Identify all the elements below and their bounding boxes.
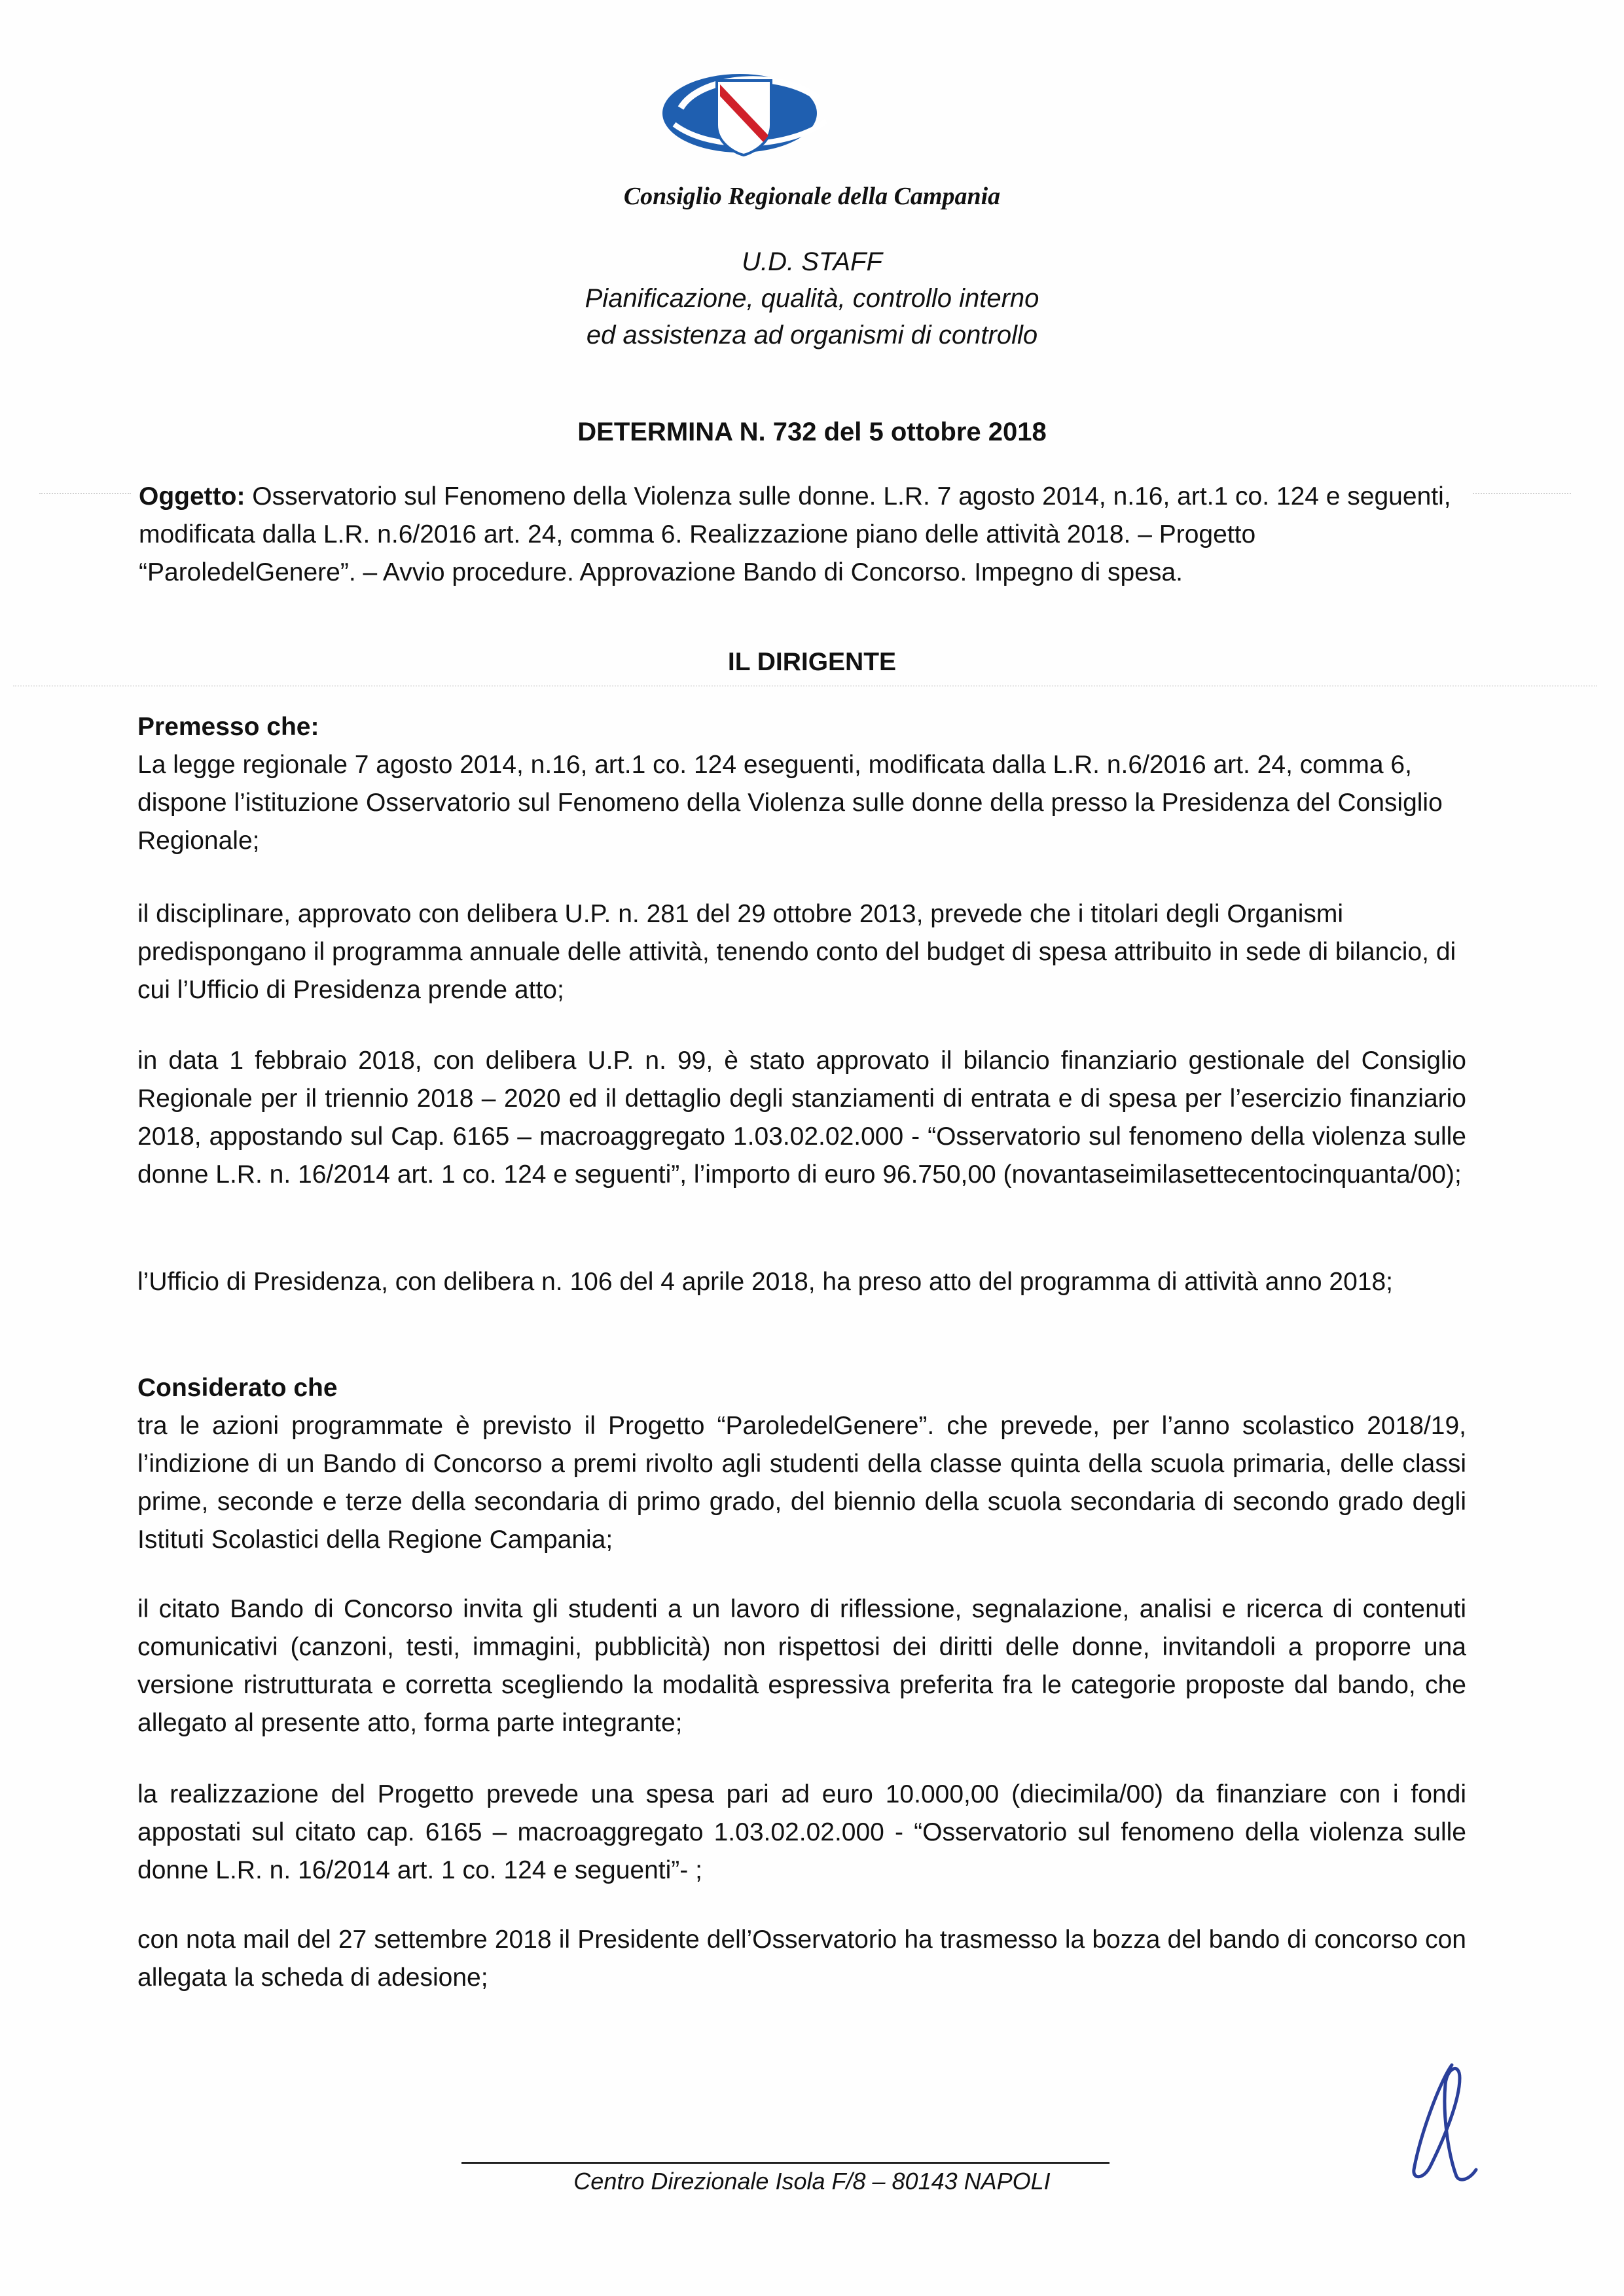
handwritten-initial-signature: [1394, 2055, 1486, 2186]
premesso-section: [137, 708, 1466, 860]
paragraph-7: la realizzazione del Progetto prevede una spesa pari ad euro 10.000,00 (diecimila/00) da finanziare con i fondi appostati sul citato cap. 6165 – macroaggregato 1.03.02.02.000 - “Osservatorio sul fenomeno della violenza sulle donne L.R. n. 16/2014 art. 1 co. 124 e seguenti”- ;: [137, 1780, 1466, 1884]
paragraph-6: il citato Bando di Concorso invita gli studenti a un lavoro di riflessione, segnalazione, analisi e ricerca di contenuti comunicativi (canzoni, testi, immagini, pubblicità) non rispettosi dei diritti delle donne, invitandoli a proporre una versione ristrutturata e corretta scegliendo la modalità espressiva preferita fra le categorie proposte dal bando, che allegato al presente atto, forma parte integrante;: [137, 1595, 1466, 1737]
footer-address: Centro Direzionale Isola F/8 – 80143 NAPOLI: [573, 2168, 1051, 2195]
scan-artifact-line: [1473, 493, 1571, 494]
paragraph-1: La legge regionale 7 agosto 2014, n.16, art.1 co. 124 eseguenti, modificata dalla L.R. n.6/2016 art. 24, comma 6, dispone l’istituzione Osservatorio sul Fenomeno della Violenza sulle donne della presso la Presidenza del Consiglio Regionale;: [137, 751, 1443, 855]
paragraph-5: tra le azioni programmate è previsto il Progetto “ParoledelGenere”. che prevede, per l’anno scolastico 2018/19, l’indizione di un Bando di Concorso a premi rivolto agli studenti della classe quinta della scuola primaria, delle classi prime, seconde e terze della secondaria di primo grado, del biennio della scuola secondaria di secondo grado degli Istituti Scolastici della Regione Campania;: [137, 1412, 1466, 1554]
considerato-section: [137, 1369, 1466, 1559]
determina-title: DETERMINA N. 732 del 5 ottobre 2018: [577, 418, 1047, 446]
footer-divider: [461, 2162, 1110, 2164]
regione-campania-logo: [655, 62, 844, 160]
paragraph-8: con nota mail del 27 settembre 2018 il Presidente dell’Osservatorio ha trasmesso la bozza del bando di concorso con allegata la scheda di adesione;: [137, 1926, 1466, 1992]
scan-artifact-line: [39, 493, 131, 494]
unit-line-1: Pianificazione, qualità, controllo interno: [585, 284, 1039, 313]
paragraph-2: il disciplinare, approvato con delibera U.P. n. 281 del 29 ottobre 2013, prevede che i titolari degli Organismi predispongano il programma annuale delle attività, tenendo conto del budget di spesa attribuito in sede di bilancio, di cui l’Ufficio di Presidenza prende atto;: [137, 900, 1456, 1004]
unit-header: [0, 243, 1624, 353]
paragraph-4: l’Ufficio di Presidenza, con delibera n. 106 del 4 aprile 2018, ha preso atto del programma di attività anno 2018;: [137, 1268, 1393, 1296]
scan-artifact-line: [13, 685, 1597, 687]
subject-paragraph: [139, 478, 1468, 592]
premesso-heading: Premesso che:: [137, 713, 319, 741]
subject-text: Osservatorio sul Fenomeno della Violenza sulle donne. L.R. 7 agosto 2014, n.16, art.1 co. 124 e seguenti, modificata dalla L.R. n.6/2016 art. 24, comma 6. Realizzazione piano delle attività 2018. – Progetto “ParoledelGenere”. – Avvio procedure. Approvazione Bando di Concorso. Impegno di spesa.: [139, 482, 1451, 586]
section-heading-dirigente: IL DIRIGENTE: [727, 648, 897, 676]
unit-line-2: ed assistenza ad organismi di controllo: [586, 321, 1038, 350]
considerato-heading: Considerato che: [137, 1374, 338, 1402]
unit-title: U.D. STAFF: [742, 247, 882, 276]
subject-label: Oggetto:: [139, 482, 245, 511]
organization-name: Consiglio Regionale della Campania: [623, 183, 1001, 210]
paragraph-3: in data 1 febbraio 2018, con delibera U.P. n. 99, è stato approvato il bilancio finanziario gestionale del Consiglio Regionale per il triennio 2018 – 2020 ed il dettaglio degli stanziamenti di entrata e di spesa per l’esercizio finanziario 2018, appostando sul Cap. 6165 – macroaggregato 1.03.02.02.000 - “Osservatorio sul fenomeno della violenza sulle donne L.R. n. 16/2014 art. 1 co. 124 e seguenti”, l’importo di euro 96.750,00 (novantaseimilasettecentocinquanta/00);: [137, 1047, 1466, 1189]
